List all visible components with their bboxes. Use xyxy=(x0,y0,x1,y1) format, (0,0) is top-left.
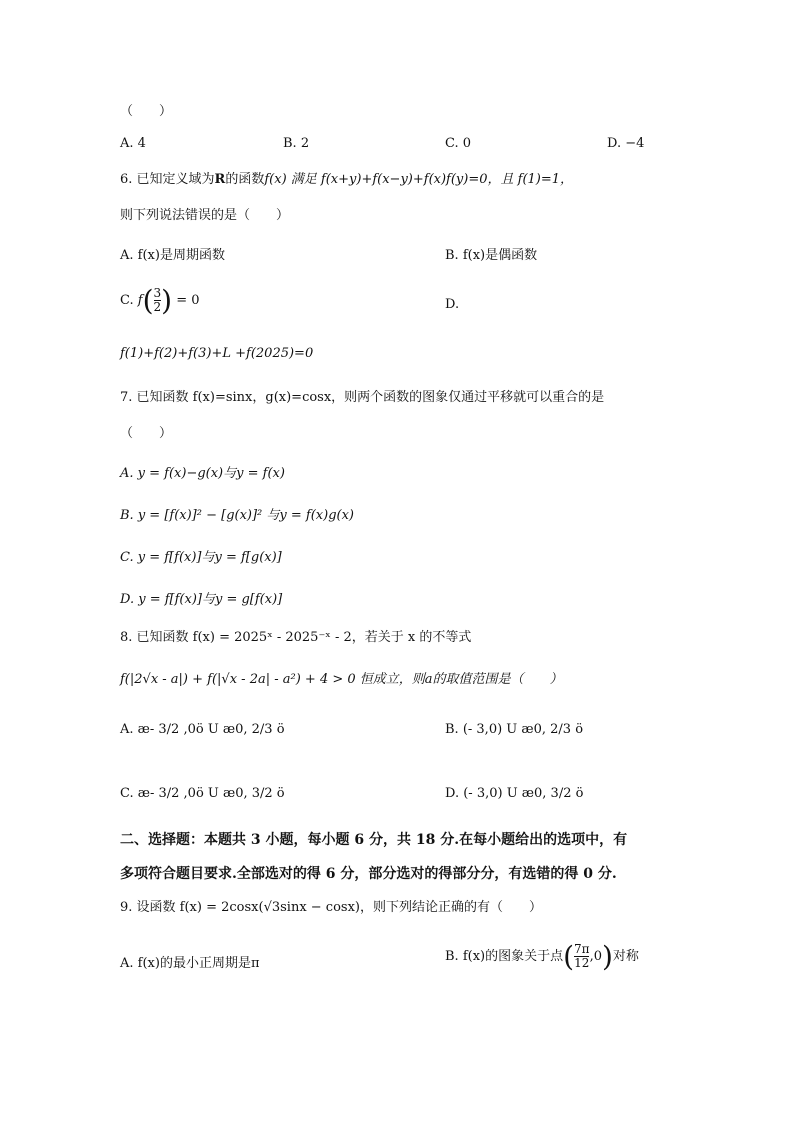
q6-option-a: A. f(x)是周期函数 xyxy=(120,248,225,263)
q5-bracket: （ ） xyxy=(120,104,173,119)
q6-option-c: C. f( $\frac{3}{2}$ ) = 0 xyxy=(120,284,200,317)
q6-stem-a: 6. 已知定义域为 xyxy=(120,172,215,187)
q8-option-c: C. æ- 3/2 ,0ö U æ0, 3/2 ö xyxy=(120,786,285,801)
q8-stem: 8. 已知函数 f(x) = 2025ˣ - 2025⁻ˣ - 2，若关于 x 的不等式 xyxy=(120,630,472,645)
q7-bracket: （ ） xyxy=(120,426,173,441)
q6-real-set: R xyxy=(214,172,226,187)
q6-option-d-expression: f(1)+f(2)+f(3)+L +f(2025)=0 xyxy=(120,346,314,361)
q6-stem-b: 的函数 xyxy=(225,172,265,187)
q8-option-d: D. (- 3,0) U æ0, 3/2 ö xyxy=(445,786,584,801)
section2-line1: 二、选择题：本题共 3 小题，每小题 6 分，共 18 分.在每小题给出的选项中，有 xyxy=(120,832,628,848)
q6-option-b: B. f(x)是偶函数 xyxy=(445,248,538,263)
q6-option-c-label: C. xyxy=(120,293,134,308)
q7-option-c: C. y = f[f(x)]与y = f[g(x)] xyxy=(120,550,282,565)
q6-option-c-fraction xyxy=(154,287,162,313)
q6-condition: f(x) 满足 f(x+y)+f(x−y)+f(x)f(y)=0，且 f(1)=1， xyxy=(264,172,574,187)
q6-option-d: D. xyxy=(445,297,460,312)
q9-option-b-text: B. f(x)的图象关于点 xyxy=(445,949,564,964)
q5-option-c: C. 0 xyxy=(445,136,472,151)
q6-c-numerator: 3 xyxy=(153,286,162,301)
q7-option-b: B. y = [f(x)]² − [g(x)]² 与y = f(x)g(x) xyxy=(120,508,354,523)
q9-option-b: B. f(x)的图象关于点( $\frac{7\pi}{12}$ ,0)对称 xyxy=(445,940,639,973)
q9-b-denominator: 12 xyxy=(574,956,590,970)
section2-line2: 多项符合题目要求.全部选对的得 6 分，部分选对的得部分分，有选错的得 0 分. xyxy=(120,866,617,882)
q9-b-end: 对称 xyxy=(612,949,639,964)
q9-stem: 9. 设函数 f(x) = 2cosx(√3sinx − cosx)，则下列结论正确的有（ ） xyxy=(120,900,542,915)
q7-option-d: D. y = f[f(x)]与y = g[f(x)] xyxy=(120,592,283,607)
q9-b-numerator: 7π xyxy=(574,942,590,957)
q5-option-b: B. 2 xyxy=(283,136,310,151)
q7-stem: 7. 已知函数 f(x)=sinx，g(x)=cosx，则两个函数的图象仅通过平移就可以重合的是 xyxy=(120,390,605,405)
q8-option-a: A. æ- 3/2 ,0ö U æ0, 2/3 ö xyxy=(120,722,285,737)
q5-option-d: D. −4 xyxy=(607,136,645,151)
q6-line2: 则下列说法错误的是（ ） xyxy=(120,208,290,223)
q6-stem xyxy=(120,172,573,188)
q9-option-a: A. f(x)的最小正周期是π xyxy=(120,956,260,971)
q8-line2: f(|2√x - a|) + f(|√x - 2a| - a²) + 4 > 0 恒成立，则a的取值范围是（ ） xyxy=(120,672,563,687)
q6-option-c-tail: = 0 xyxy=(176,293,200,308)
q6-c-denominator: 2 xyxy=(153,300,162,314)
q7-option-a: A. y = f(x)−g(x)与y = f(x) xyxy=(120,466,285,481)
q9-option-b-fraction xyxy=(574,943,590,969)
q9-b-tail: ,0 xyxy=(589,949,602,964)
q8-option-b: B. (- 3,0) U æ0, 2/3 ö xyxy=(445,722,584,737)
q5-option-a: A. 4 xyxy=(120,136,146,151)
